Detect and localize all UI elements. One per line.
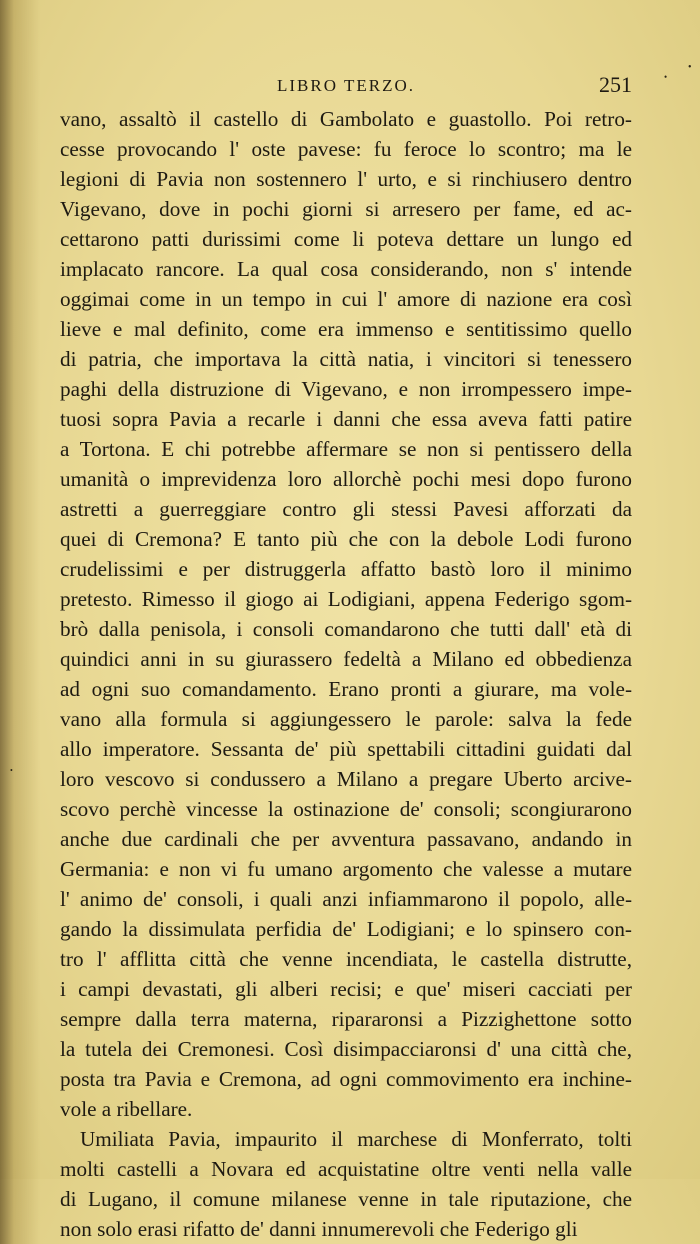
text-line: Umiliata Pavia, impaurito il marchese di Monferrato, tolti xyxy=(80,1127,632,1151)
text-line: gando la dissimulata perfidia de' Lodigiani; e lo spinsero con- xyxy=(60,917,632,941)
text-line: ad ogni suo comandamento. Erano pronti a giurare, ma vole- xyxy=(60,677,632,701)
margin-mark: • xyxy=(664,72,668,82)
text-line: di patria, che importava la città natia, i vincitori si tenessero xyxy=(60,347,632,371)
text-line: tuosi sopra Pavia a recarle i danni che essa aveva fatti patire xyxy=(60,407,632,431)
text-line: lieve e mal definito, come era immenso e sentitissimo quello xyxy=(60,317,632,341)
text-line: vano, assaltò il castello di Gambolato e guastollo. Poi retro- xyxy=(60,107,632,131)
page-header xyxy=(60,70,632,100)
text-line: pretesto. Rimesso il giogo ai Lodigiani, appena Federigo sgom- xyxy=(60,587,632,611)
text-line: la tutela dei Cremonesi. Così disimpacciaronsi d' una città che, xyxy=(60,1037,632,1061)
text-line: quindici anni in su giurassero fedeltà a Milano ed obbedienza xyxy=(60,647,632,671)
text-line: tro l' afflitta città che venne incendiata, le castella distrutte, xyxy=(60,947,632,971)
text-line: l' animo de' consoli, i quali anzi infiammarono il popolo, alle- xyxy=(60,887,632,911)
text-line: vano alla formula si aggiungessero le parole: salva la fede xyxy=(60,707,632,731)
text-line: non solo erasi rifatto de' danni innumerevoli che Federigo gli xyxy=(60,1217,578,1241)
text-line: cettarono patti durissimi come li poteva dettare un lungo ed xyxy=(60,227,632,251)
text-line: Vigevano, dove in pochi giorni si arresero per fame, ed ac- xyxy=(60,197,632,221)
text-line: crudelissimi e per distruggerla affatto bastò loro il minimo xyxy=(60,557,632,581)
running-title: LIBRO TERZO. xyxy=(277,76,415,95)
text-line: vole a ribellare. xyxy=(60,1097,193,1121)
text-line: brò dalla penisola, i consoli comandarono che tutti dall' età di xyxy=(60,617,632,641)
text-line: astretti a guerreggiare contro gli stessi Pavesi afforzati da xyxy=(60,497,632,521)
text-line: a Tortona. E chi potrebbe affermare se non si pentissero della xyxy=(60,437,632,461)
text-line: cesse provocando l' oste pavese: fu feroce lo scontro; ma le xyxy=(60,137,632,161)
margin-mark: • xyxy=(10,766,13,775)
text-line: paghi della distruzione di Vigevano, e non irrompessero impe- xyxy=(60,377,632,401)
text-line: implacato rancore. La qual cosa considerando, non s' intende xyxy=(60,257,632,281)
paragraph xyxy=(60,1124,632,1244)
text-line: posta tra Pavia e Cremona, ad ogni commovimento era inchine- xyxy=(60,1067,632,1091)
text-line: sempre dalla terra materna, ripararonsi a Pizzighettone sotto xyxy=(60,1007,632,1031)
text-line: legioni di Pavia non sostennero l' urto, e si rinchiusero dentro xyxy=(60,167,632,191)
text-line: loro vescovo si condussero a Milano a pregare Uberto arcive- xyxy=(60,767,632,791)
text-line: di Lugano, il comune milanese venne in tale riputazione, che xyxy=(60,1187,632,1211)
text-line: oggimai come in un tempo in cui l' amore di nazione era così xyxy=(60,287,632,311)
page-number: 251 xyxy=(599,72,632,97)
text-line: umanità o imprevidenza loro allorchè pochi mesi dopo furono xyxy=(60,467,632,491)
text-line: molti castelli a Novara ed acquistatine oltre venti nella valle xyxy=(60,1157,632,1181)
paragraph xyxy=(60,104,632,1124)
text-line: scovo perchè vincesse la ostinazione de' consoli; scongiurarono xyxy=(60,797,632,821)
text-line: Germania: e non vi fu umano argomento che valesse a mutare xyxy=(60,857,632,881)
text-line: i campi devastati, gli alberi recisi; e que' miseri cacciati per xyxy=(60,977,632,1001)
text-line: quei di Cremona? E tanto più che con la debole Lodi furono xyxy=(60,527,632,551)
text-line: allo imperatore. Sessanta de' più spettabili cittadini guidati dal xyxy=(60,737,632,761)
text-line: anche due cardinali che per avventura passavano, andando in xyxy=(60,827,632,851)
body-text xyxy=(60,104,632,1244)
margin-mark: • xyxy=(688,62,692,73)
